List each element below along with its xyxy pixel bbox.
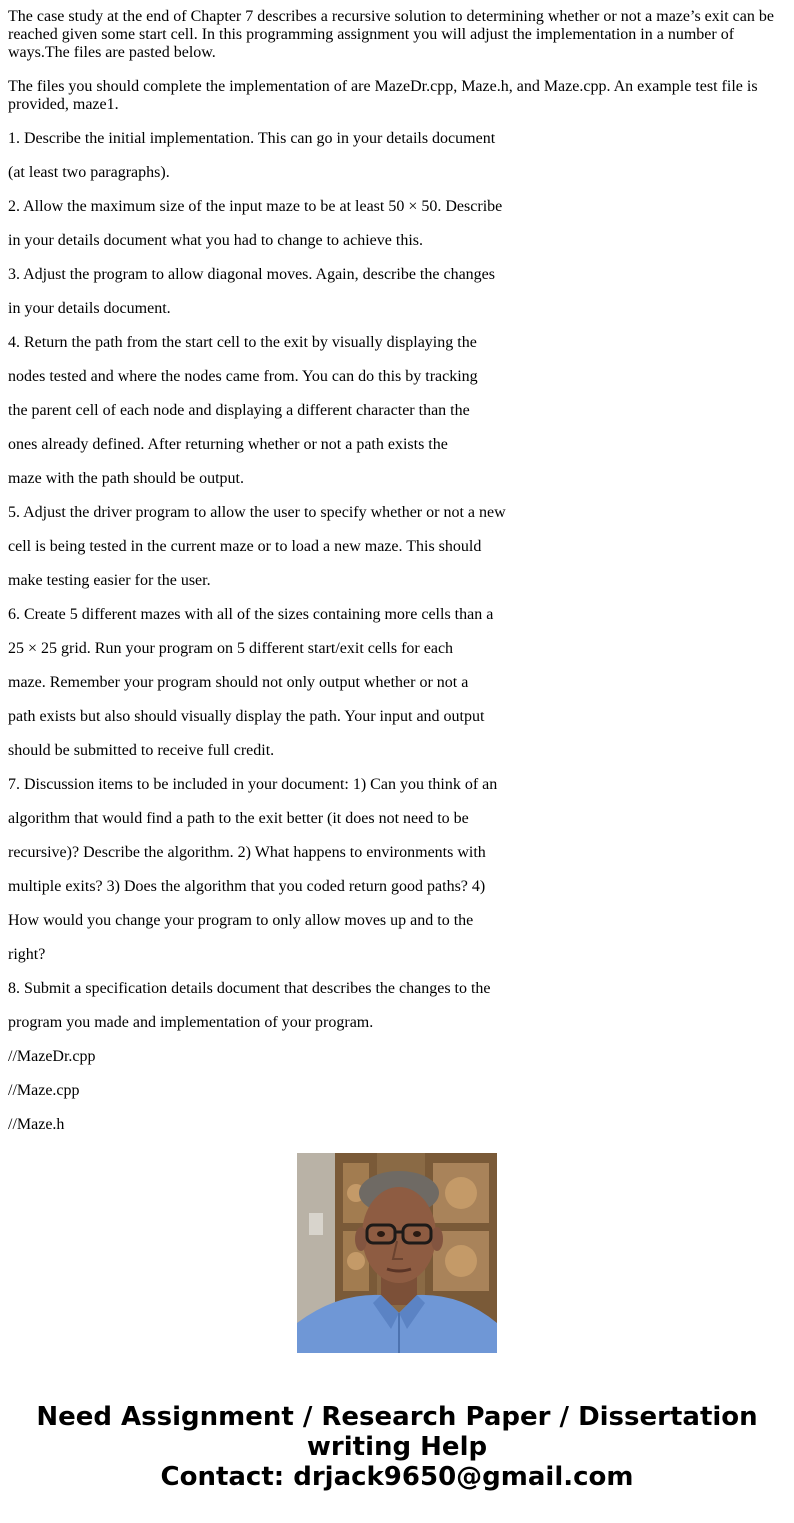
assignment-line: path exists but also should visually display the path. Your input and output <box>8 708 485 725</box>
assignment-line: cell is being tested in the current maze or to load a new maze. This should <box>8 538 482 555</box>
assignment-line: 5. Adjust the driver program to allow the user to specify whether or not a new <box>8 504 506 521</box>
help-footer <box>0 1402 794 1492</box>
assignment-line: algorithm that would find a path to the exit better (it does not need to be <box>8 810 469 827</box>
assignment-line: How would you change your program to only allow moves up and to the <box>8 912 474 929</box>
assignment-line: the parent cell of each node and displaying a different character than the <box>8 402 470 419</box>
assignment-line: 1. Describe the initial implementation. This can go in your details document <box>8 130 496 147</box>
assignment-line: //Maze.cpp <box>8 1082 80 1099</box>
assignment-line: 3. Adjust the program to allow diagonal moves. Again, describe the changes <box>8 266 495 283</box>
assignment-line: program you made and implementation of your program. <box>8 1014 374 1031</box>
assignment-line: //MazeDr.cpp <box>8 1048 96 1065</box>
footer-line-2: writing Help <box>306 1432 488 1462</box>
assignment-line: should be submitted to receive full credit. <box>8 742 275 759</box>
assignment-line: 6. Create 5 different mazes with all of the sizes containing more cells than a <box>8 606 494 623</box>
assignment-line: nodes tested and where the nodes came from. You can do this by tracking <box>8 368 478 385</box>
assignment-line: recursive)? Describe the algorithm. 2) What happens to environments with <box>8 844 486 861</box>
assignment-line: //Maze.h <box>8 1116 65 1133</box>
assignment-line: 25 × 25 grid. Run your program on 5 different start/exit cells for each <box>8 640 454 657</box>
footer-contact: Contact: drjack9650@gmail.com <box>160 1462 634 1492</box>
assignment-line: right? <box>8 946 46 963</box>
assignment-lines <box>8 130 780 1134</box>
assignment-line: ones already defined. After returning whether or not a path exists the <box>8 436 448 453</box>
intro-paragraph-1: The case study at the end of Chapter 7 describes a recursive solution to determining whether or not a maze’s exit can be reached given some start cell. In this programming assignment you will adjust the implementation in a number of ways.The files are pasted below. <box>8 8 774 61</box>
author-photo-image <box>297 1153 497 1353</box>
assignment-line: 4. Return the path from the start cell to the exit by visually displaying the <box>8 334 477 351</box>
assignment-line: in your details document what you had to change to achieve this. <box>8 232 423 249</box>
assignment-line: make testing easier for the user. <box>8 572 211 589</box>
assignment-line: in your details document. <box>8 300 171 317</box>
assignment-text <box>8 8 780 1133</box>
author-photo <box>297 1153 497 1353</box>
assignment-line: (at least two paragraphs). <box>8 164 170 181</box>
assignment-line: maze with the path should be output. <box>8 470 244 487</box>
assignment-line: multiple exits? 3) Does the algorithm that you coded return good paths? 4) <box>8 878 486 895</box>
assignment-line: 2. Allow the maximum size of the input maze to be at least 50 × 50. Describe <box>8 198 503 215</box>
intro-paragraph-2: The files you should complete the implementation of are MazeDr.cpp, Maze.h, and Maze.cpp. An example test file is provided, maze1. <box>8 78 758 113</box>
assignment-line: maze. Remember your program should not only output whether or not a <box>8 674 469 691</box>
assignment-line: 8. Submit a specification details document that describes the changes to the <box>8 980 491 997</box>
assignment-line: 7. Discussion items to be included in your document: 1) Can you think of an <box>8 776 498 793</box>
footer-line-1: Need Assignment / Research Paper / Dissertation <box>36 1402 758 1432</box>
